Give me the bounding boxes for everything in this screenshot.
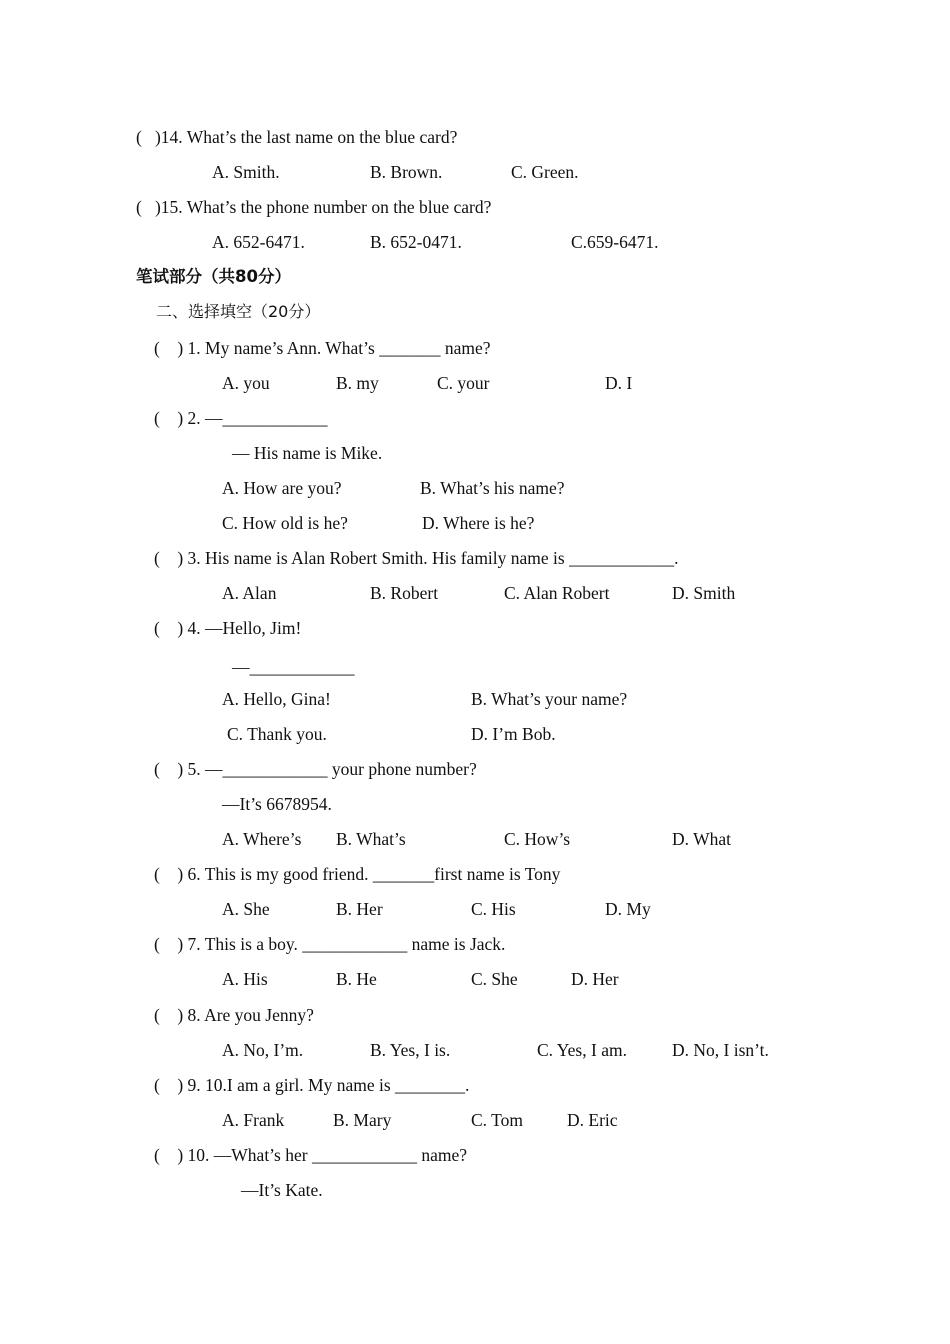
question-4-stem: ( ) 4. —Hello, Jim! xyxy=(154,618,302,638)
question-7-option-c: C. She xyxy=(471,969,518,989)
question-2-option-d: D. Where is he? xyxy=(422,513,535,533)
question-8-option-d: D. No, I isn’t. xyxy=(672,1040,769,1060)
question-8-option-b: B. Yes, I is. xyxy=(370,1040,451,1060)
question-4-option-a: A. Hello, Gina! xyxy=(222,689,331,709)
question-5-response: —It’s 6678954. xyxy=(222,794,332,814)
question-15-stem: ( )15. What’s the phone number on the blue card? xyxy=(136,197,492,217)
question-5-stem: ( ) 5. —____________ your phone number? xyxy=(154,759,477,779)
question-8-stem: ( ) 8. Are you Jenny? xyxy=(154,1005,314,1025)
question-2-option-c: C. How old is he? xyxy=(222,513,348,533)
question-9-option-c: C. Tom xyxy=(471,1110,523,1130)
question-2-option-a: A. How are you? xyxy=(222,478,342,498)
question-15-option-a: A. 652-6471. xyxy=(212,232,305,252)
question-1-option-c: C. your xyxy=(437,373,490,393)
question-1-option-b: B. my xyxy=(336,373,379,393)
question-2-option-b: B. What’s his name? xyxy=(420,478,565,498)
question-4-response: —____________ xyxy=(232,657,355,677)
question-5-option-d: D. What xyxy=(672,829,731,849)
question-6-stem: ( ) 6. This is my good friend. _______first name is Tony xyxy=(154,864,561,884)
question-8-option-a: A. No, I’m. xyxy=(222,1040,304,1060)
question-9-option-d: D. Eric xyxy=(567,1110,618,1130)
written-part-heading: 笔试部分（共80分） xyxy=(136,267,291,286)
question-14-stem: ( )14. What’s the last name on the blue card? xyxy=(136,127,458,147)
question-7-stem: ( ) 7. This is a boy. ____________ name is Jack. xyxy=(154,934,506,954)
question-6-option-c: C. His xyxy=(471,899,516,919)
question-3-option-a: A. Alan xyxy=(222,583,277,603)
question-2-stem: ( ) 2. —____________ xyxy=(154,408,328,428)
question-9-option-a: A. Frank xyxy=(222,1110,285,1130)
question-10-stem: ( ) 10. —What’s her ____________ name? xyxy=(154,1145,467,1165)
question-5-option-c: C. How’s xyxy=(504,829,571,849)
question-7-option-a: A. His xyxy=(222,969,268,989)
question-9-stem: ( ) 9. 10.I am a girl. My name is ________. xyxy=(154,1075,470,1095)
question-2-response: — His name is Mike. xyxy=(232,443,383,463)
question-4-option-b: B. What’s your name? xyxy=(471,689,628,709)
question-8-option-c: C. Yes, I am. xyxy=(537,1040,627,1060)
question-6-option-a: A. She xyxy=(222,899,270,919)
question-6-option-d: D. My xyxy=(605,899,651,919)
question-3-option-d: D. Smith xyxy=(672,583,736,603)
question-14-option-b: B. Brown. xyxy=(370,162,443,182)
question-5-option-a: A. Where’s xyxy=(222,829,302,849)
question-1-stem: ( ) 1. My name’s Ann. What’s _______ name? xyxy=(154,338,491,358)
question-14-option-c: C. Green. xyxy=(511,162,579,182)
question-15-option-b: B. 652-0471. xyxy=(370,232,462,252)
question-15-option-c: C.659-6471. xyxy=(571,232,659,252)
section-2-heading: 二、选择填空（20分） xyxy=(156,302,321,321)
question-5-option-b: B. What’s xyxy=(336,829,406,849)
question-14-option-a: A. Smith. xyxy=(212,162,280,182)
question-3-option-b: B. Robert xyxy=(370,583,439,603)
question-7-option-b: B. He xyxy=(336,969,377,989)
question-1-option-a: A. you xyxy=(222,373,270,393)
question-4-option-d: D. I’m Bob. xyxy=(471,724,556,744)
question-7-option-d: D. Her xyxy=(571,969,619,989)
question-9-option-b: B. Mary xyxy=(333,1110,392,1130)
question-1-option-d: D. I xyxy=(605,373,633,393)
question-4-option-c: C. Thank you. xyxy=(227,724,327,744)
question-3-option-c: C. Alan Robert xyxy=(504,583,610,603)
question-3-stem: ( ) 3. His name is Alan Robert Smith. His family name is ____________. xyxy=(154,548,679,568)
question-10-response: —It’s Kate. xyxy=(241,1180,323,1200)
question-6-option-b: B. Her xyxy=(336,899,383,919)
